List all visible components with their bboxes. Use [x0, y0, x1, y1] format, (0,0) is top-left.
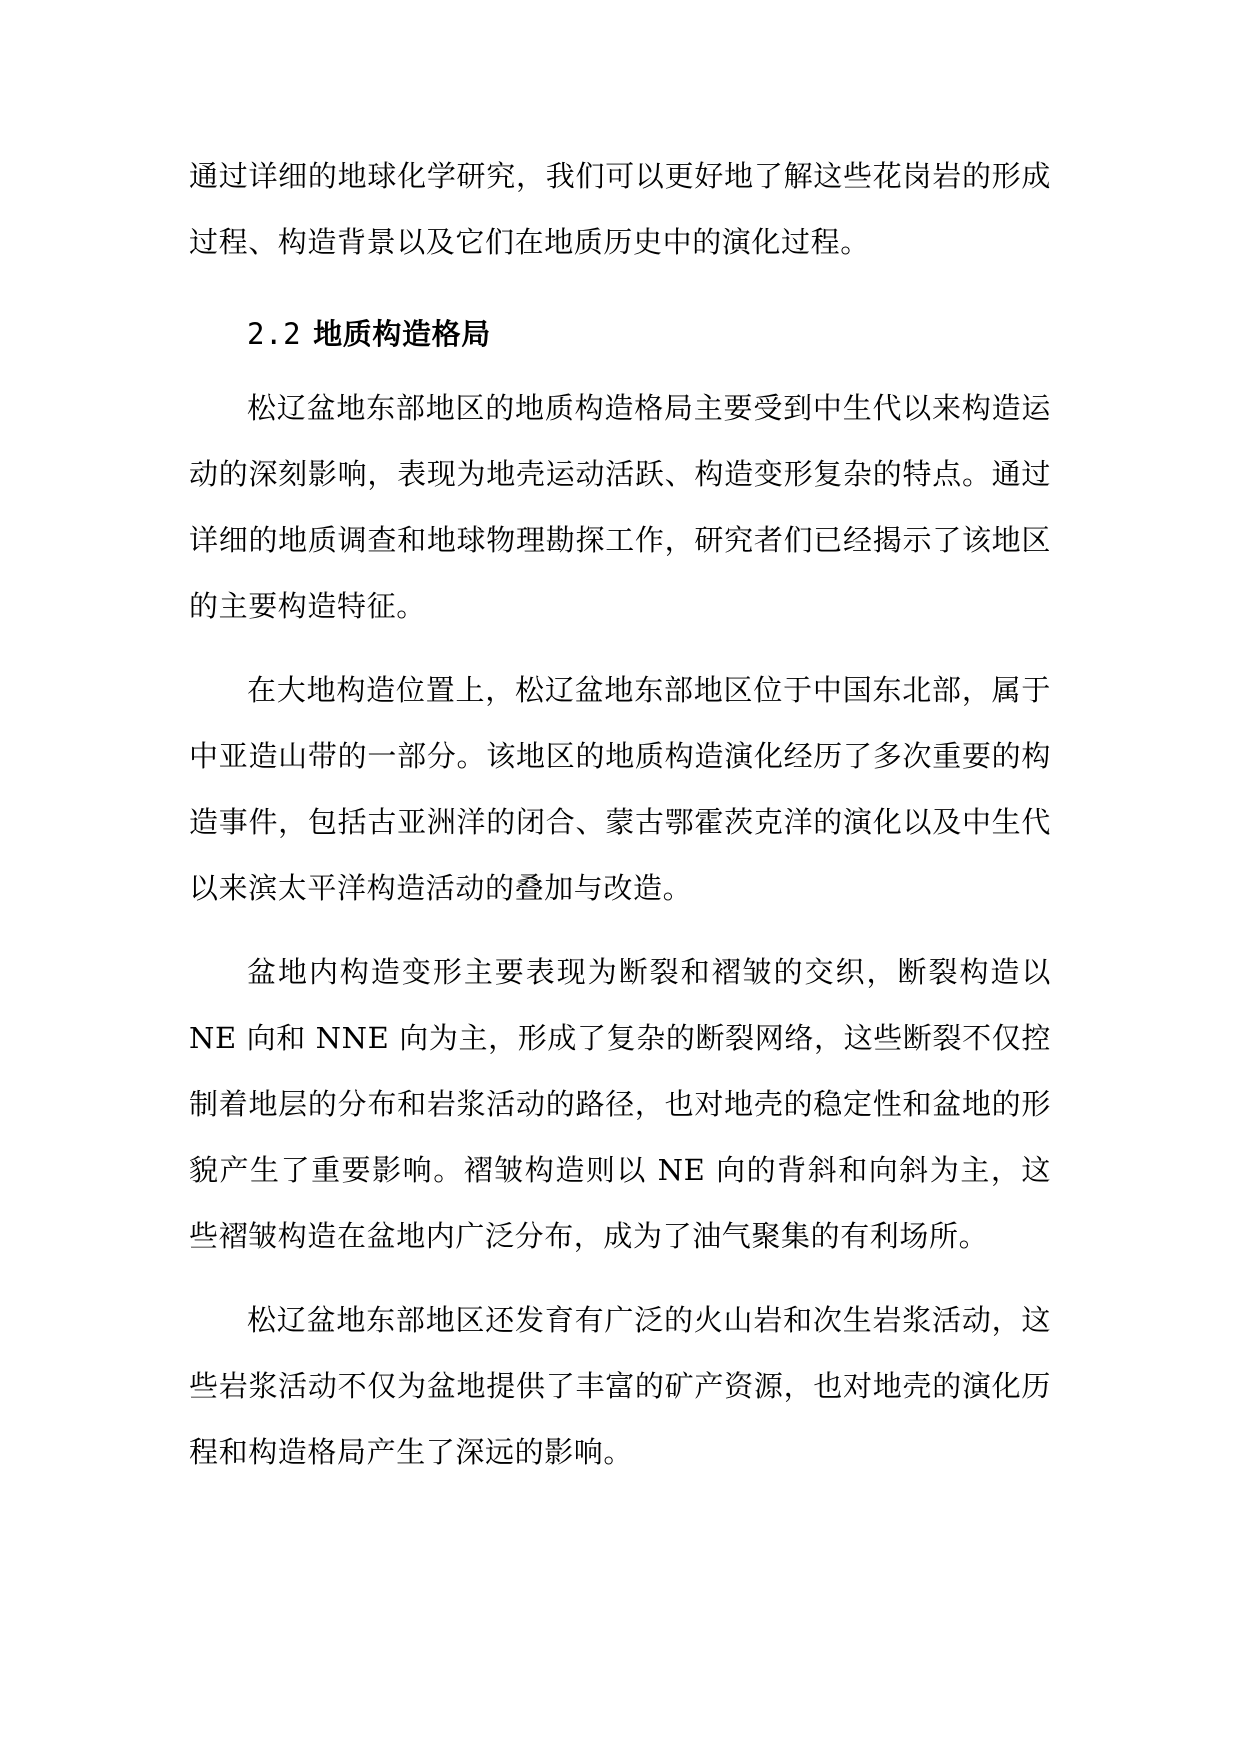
- body-paragraph: 盆地内构造变形主要表现为断裂和褶皱的交织，断裂构造以 NE 向和 NNE 向为主，形成了复杂的断裂网络，这些断裂不仅控制着地层的分布和岩浆活动的路径，也对地壳的稳定性和盆地的形貌产生了重要影响。褶皱构造则以 NE 向的背斜和向斜为主，这些褶皱构造在盆地内广泛分布，成为了油气聚集的有利场所。: [189, 955, 1051, 1253]
- section-title: 地质构造格局: [313, 317, 491, 351]
- section-heading: [189, 301, 1051, 367]
- body-paragraph: 在大地构造位置上，松辽盆地东部地区位于中国东北部，属于中亚造山带的一部分。该地区的地质构造演化经历了多次重要的构造事件，包括古亚洲洋的闭合、蒙古鄂霍茨克洋的演化以及中生代以来滨太平洋构造活动的叠加与改造。: [189, 673, 1051, 905]
- section-number: 2.2: [247, 317, 302, 351]
- body-paragraph: 松辽盆地东部地区的地质构造格局主要受到中生代以来构造运动的深刻影响，表现为地壳运动活跃、构造变形复杂的特点。通过详细的地质调查和地球物理勘探工作，研究者们已经揭示了该地区的主要构造特征。: [189, 391, 1051, 623]
- body-paragraph: 松辽盆地东部地区还发育有广泛的火山岩和次生岩浆活动，这些岩浆活动不仅为盆地提供了丰富的矿产资源，也对地壳的演化历程和构造格局产生了深远的影响。: [189, 1303, 1051, 1469]
- document-body: [189, 143, 1051, 1485]
- intro-paragraph: 通过详细的地球化学研究，我们可以更好地了解这些花岗岩的形成过程、构造背景以及它们在地质历史中的演化过程。: [189, 159, 1051, 259]
